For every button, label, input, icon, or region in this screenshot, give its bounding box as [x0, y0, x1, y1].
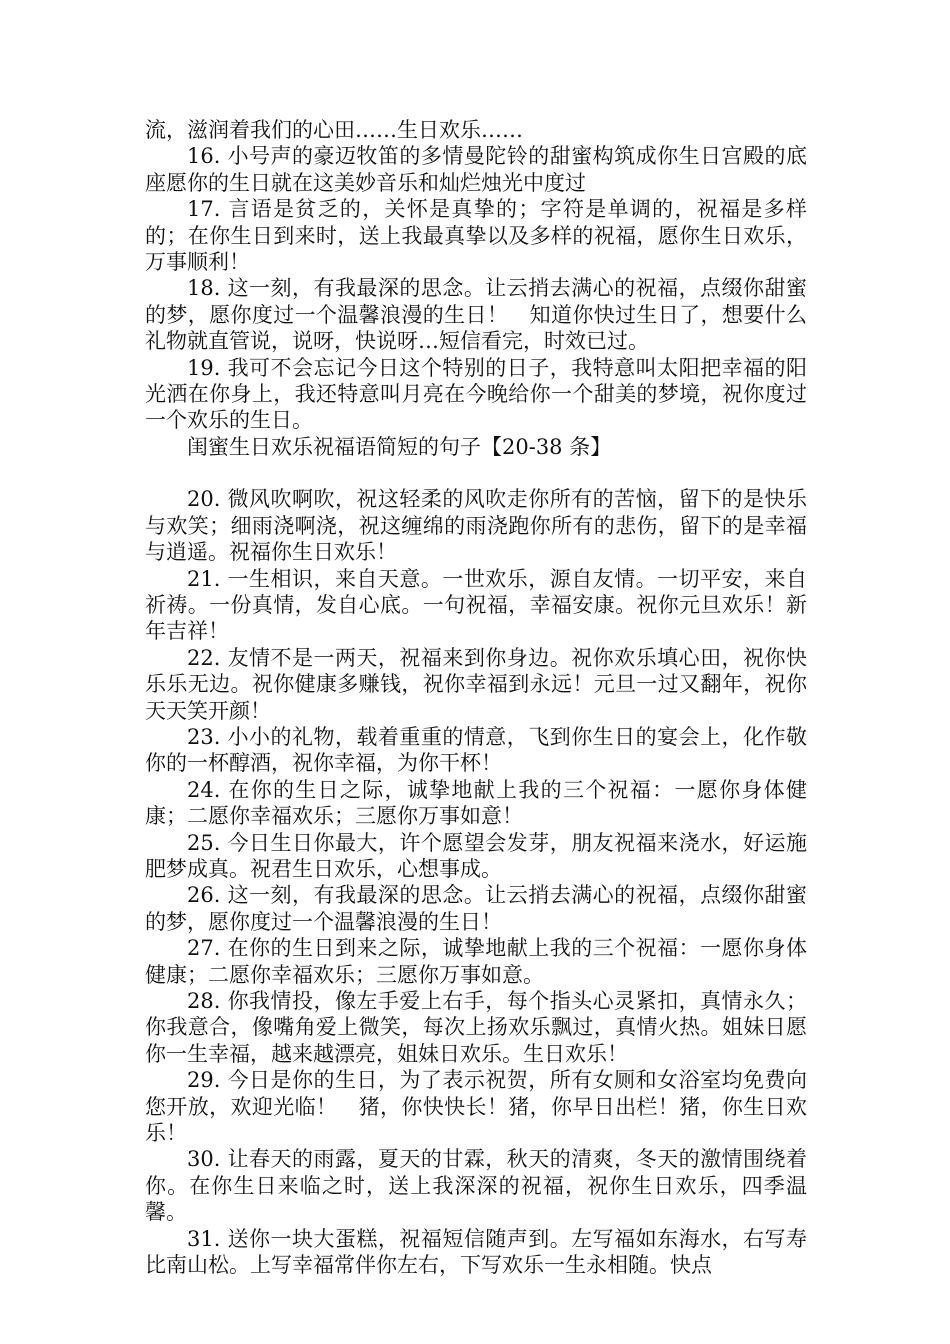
paragraph-group-b — [145, 486, 807, 1278]
paragraph-number: 29. — [187, 1068, 221, 1093]
numbered-paragraph — [145, 275, 807, 354]
numbered-paragraph — [145, 830, 807, 883]
numbered-paragraph — [145, 1226, 807, 1279]
paragraph-text: 这一刻，有我最深的思念。让云捎去满心的祝福，点缀你甜蜜的梦，愿你度过一个温馨浪漫的生日！ 知道你快过生日了，想要什么礼物就直管说，说呀，快说呀…短信看完，时效已过。 — [145, 276, 807, 354]
paragraph-group-a — [145, 143, 807, 433]
paragraph-number: 21. — [187, 566, 221, 591]
paragraph-number: 28. — [187, 989, 221, 1013]
paragraph-number: 19. — [187, 355, 221, 380]
paragraph-number: 16. — [187, 144, 221, 169]
paragraph-text: 微风吹啊吹，祝这轻柔的风吹走你所有的苦恼，留下的是快乐与欢笑；细雨浇啊浇，祝这缠绵的雨浇跑你所有的悲伤，留下的是幸福与逍遥。祝福你生日欢乐！ — [145, 487, 807, 565]
paragraph-text: 你我情投，像左手爱上右手，每个指头心灵紧扣，真情永久；你我意合，像嘴角爱上微笑，每次上扬欢乐飘过，真情火热。姐妹日愿你一生幸福，越来越漂亮，姐妹日欢乐。生日欢乐！ — [145, 989, 807, 1066]
paragraph-number: 18. — [187, 276, 221, 301]
paragraph-number: 23. — [187, 724, 221, 749]
numbered-paragraph — [145, 777, 807, 830]
document-page — [145, 117, 807, 1278]
paragraph-number: 31. — [187, 1226, 221, 1251]
numbered-paragraph — [145, 1146, 807, 1225]
numbered-paragraph — [145, 882, 807, 935]
paragraph-text: 今日生日你最大，许个愿望会发芽，朋友祝福来浇水，好运施肥梦成真。祝君生日欢乐，心想事成。 — [145, 830, 807, 881]
paragraph-text: 在你的生日到来之际，诚挚地献上我的三个祝福：一愿你身体健康；二愿你幸福欢乐；三愿你万事如意。 — [145, 936, 807, 987]
paragraph-text: 这一刻，有我最深的思念。让云捎去满心的祝福，点缀你甜蜜的梦，愿你度过一个温馨浪漫的生日！ — [145, 883, 807, 934]
paragraph-text: 小小的礼物，载着重重的情意，飞到你生日的宴会上，化作敬你的一杯醇酒，祝你幸福，为你干杯！ — [145, 724, 807, 776]
numbered-paragraph — [145, 486, 807, 565]
lead-paragraph: 流，滋润着我们的心田……生日欢乐…… — [145, 118, 523, 142]
paragraph-text: 我可不会忘记今日这个特别的日子，我特意叫太阳把幸福的阳光洒在你身上，我还特意叫月亮在今晚给你一个甜美的梦境，祝你度过一个欢乐的生日。 — [145, 355, 807, 433]
numbered-paragraph — [145, 196, 807, 275]
numbered-paragraph — [145, 645, 807, 724]
paragraph-number: 20. — [187, 487, 221, 512]
paragraph-number: 30. — [187, 1147, 221, 1172]
paragraph-number: 25. — [187, 830, 221, 855]
numbered-paragraph — [145, 724, 807, 777]
paragraph-text: 今日是你的生日，为了表示祝贺，所有女厕和女浴室均免费向您开放，欢迎光临！ 猪，你快快长！猪，你早日出栏！猪，你生日欢乐！ — [145, 1068, 807, 1146]
paragraph-number: 22. — [187, 645, 221, 670]
paragraph-text: 一生相识，来自天意。一世欢乐，源自友情。一切平安，来自祈祷。一份真情，发自心底。一句祝福，幸福安康。祝你元旦欢乐！新年吉祥！ — [145, 566, 807, 644]
numbered-paragraph — [145, 1067, 807, 1146]
paragraph-text: 送你一块大蛋糕，祝福短信随声到。左写福如东海水，右写寿比南山松。上写幸福常伴你左右，下写欢乐一生永相随。快点 — [145, 1226, 807, 1278]
paragraph-text: 在你的生日之际，诚挚地献上我的三个祝福：一愿你身体健康；二愿你幸福欢乐；三愿你万事如意！ — [145, 777, 807, 829]
paragraph-number: 26. — [187, 883, 221, 908]
paragraph-number: 27. — [187, 936, 221, 961]
paragraph-text: 让春天的雨露，夏天的甘霖，秋天的清爽，冬天的激情围绕着你。在你生日来临之时，送上我深深的祝福，祝你生日欢乐，四季温馨。 — [145, 1147, 807, 1225]
numbered-paragraph — [145, 355, 807, 434]
numbered-paragraph — [145, 143, 807, 196]
section-heading: 闺蜜生日欢乐祝福语简短的句子【20-38 条】 — [187, 434, 612, 459]
paragraph-number: 17. — [187, 197, 221, 222]
paragraph-text: 友情不是一两天，祝福来到你身边。祝你欢乐填心田，祝你快乐乐无边。祝你健康多赚钱，祝你幸福到永远！元旦一过又翻年，祝你天天笑开颜！ — [145, 645, 807, 723]
paragraph-text: 言语是贫乏的，关怀是真挚的；字符是单调的，祝福是多样的；在你生日到来时，送上我最真挚以及多样的祝福，愿你生日欢乐，万事顺利！ — [145, 197, 807, 275]
numbered-paragraph — [145, 935, 807, 988]
numbered-paragraph — [145, 988, 807, 1067]
paragraph-number: 24. — [187, 777, 221, 802]
numbered-paragraph — [145, 566, 807, 645]
paragraph-text: 小号声的豪迈牧笛的多情曼陀铃的甜蜜构筑成你生日宫殿的底座愿你的生日就在这美妙音乐和灿烂烛光中度过 — [145, 144, 807, 195]
